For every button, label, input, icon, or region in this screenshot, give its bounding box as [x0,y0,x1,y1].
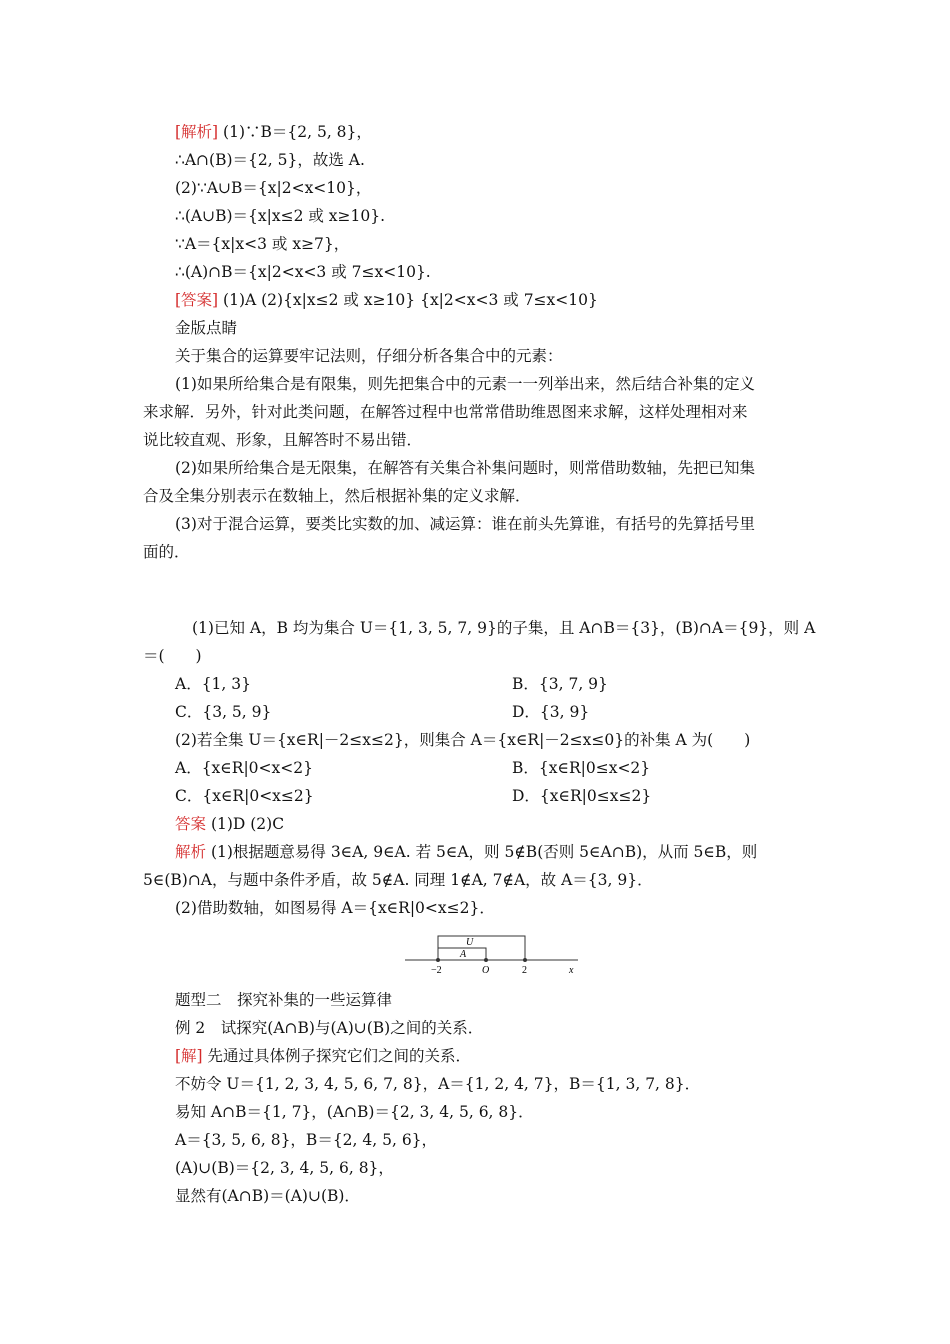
point-two [523,958,527,962]
answer-tag: [答案] [175,291,219,309]
label-two: 2 [522,965,527,976]
exercise-solution-tag: 解析 [175,843,207,861]
exercise-solution-line-2: 5∈(B)∩A，与题中条件矛盾，故 5∉A. 同理 1∉A, 7∉A，故 A＝{3, 9}． [143,871,653,889]
q2-option-d: D．{x∈R|0≤x≤2} [512,787,652,805]
tips-p1-line-3: 说比较直观、形象，且解答时不易出错． [143,431,423,449]
example-line-2: 易知 A∩B＝{1, 7}，(A∩B)＝{2, 3, 4, 5, 6, 8}． [175,1103,534,1121]
exercise-q1-line-1: (1)已知 A，B 均为集合 U＝{1, 3, 5, 7, 9}的子集，且 A∩B＝{3}，(B)∩A＝{9}，则 A [192,619,816,637]
point-zero [484,958,488,962]
exercise-q1-line-2: ＝( ) [143,647,202,665]
example-line-5: 显然有(A∩B)＝(A)∪(B)． [175,1187,360,1205]
analysis-line-1: [解析] (1)∵B＝{2, 5, 8}， [175,123,372,141]
analysis-line-5: ∵A＝{x|x<3 或 x≥7}， [175,235,350,253]
tips-p2-line-2: 合及全集分别表示在数轴上，然后根据补集的定义求解． [143,487,531,505]
analysis-line-2: ∴A∩(B)＝{2, 5}，故选 A. [175,151,365,169]
q1-option-d: D．{3, 9} [512,703,590,721]
q1-option-b: B．{3, 7, 9} [512,675,608,693]
q2-option-b: B．{x∈R|0≤x<2} [512,759,651,777]
label-zero: O [482,965,490,976]
tips-p2-line-1: (2)如果所给集合是无限集，在解答有关集合补集问题时，则常借助数轴，先把已知集 [175,459,755,477]
exercise-solution-line-1: 解析 (1)根据题意易得 3∈A, 9∈A. 若 5∈A，则 5∉B(否则 5∈A∩B)，从而 5∈B，则 [175,843,758,861]
tips-p1-line-2: 来求解．另外，针对此类问题，在解答过程中也常常借助维恩图来求解，这样处理相对来 [143,403,748,421]
label-neg2: −2 [431,965,442,976]
analysis-line-3: (2)∵A∪B＝{x|2<x<10}， [175,179,372,197]
q2-option-a: A．{x∈R|0<x<2} [175,759,313,777]
q1-option-a: A．{1, 3} [175,675,251,693]
example-line-4: (A)∪(B)＝{2, 3, 4, 5, 6, 8}， [175,1159,394,1177]
tips-intro: 关于集合的运算要牢记法则，仔细分析各集合中的元素： [175,347,563,365]
example-line-1: 不妨令 U＝{1, 2, 3, 4, 5, 6, 7, 8}，A＝{1, 2, 4, 7}，B＝{1, 3, 7, 8}． [175,1075,701,1093]
analysis-tag: [解析] [175,123,219,141]
answer-line: [答案] (1)A (2){x|x≤2 或 x≥10} {x|2<x<3 或 7≤x<10} [175,291,598,309]
exercise-q2: (2)若全集 U＝{x∈R|－2≤x≤2}，则集合 A＝{x∈R|－2≤x≤0}的补集 A 为( ) [175,731,751,749]
label-u: U [466,937,474,948]
q2-option-c: C．{x∈R|0<x≤2} [175,787,314,805]
label-a: A [460,949,467,960]
exercise-answer: 答案 (1)D (2)C [175,815,285,833]
label-x: x [569,965,574,976]
point-neg2 [436,958,440,962]
analysis-line-6: ∴(A)∩B＝{x|2<x<3 或 7≤x<10}. [175,263,431,281]
number-line-svg [400,928,590,980]
tips-p1-line-1: (1)如果所给集合是有限集，则先把集合中的元素一一列举出来，然后结合补集的定义 [175,375,755,393]
analysis-line-4: ∴(A∪B)＝{x|x≤2 或 x≥10}. [175,207,386,225]
tips-p3-line-1: (3)对于混合运算，要类比实数的加、减运算：谁在前头先算谁，有括号的先算括号里 [175,515,755,533]
example-solution-tag: [解] [175,1047,203,1065]
exercise-answer-tag: 答案 [175,815,207,833]
tips-p3-line-2: 面的． [143,543,190,561]
example-line-3: A＝{3, 5, 6, 8}，B＝{2, 4, 5, 6}， [175,1131,438,1149]
example-solution-line: [解] 先通过具体例子探究它们之间的关系． [175,1047,472,1065]
number-line-diagram [400,928,590,980]
tips-heading: 金版点睛 [175,319,238,337]
exercise-solution-line-3: (2)借助数轴，如图易得 A＝{x∈R|0<x≤2}． [175,899,495,917]
example-2: 例 2 试探究(A∩B)与(A)∪(B)之间的关系． [175,1019,484,1037]
section-title: 题型二 探究补集的一些运算律 [175,991,393,1009]
q1-option-c: C．{3, 5, 9} [175,703,272,721]
